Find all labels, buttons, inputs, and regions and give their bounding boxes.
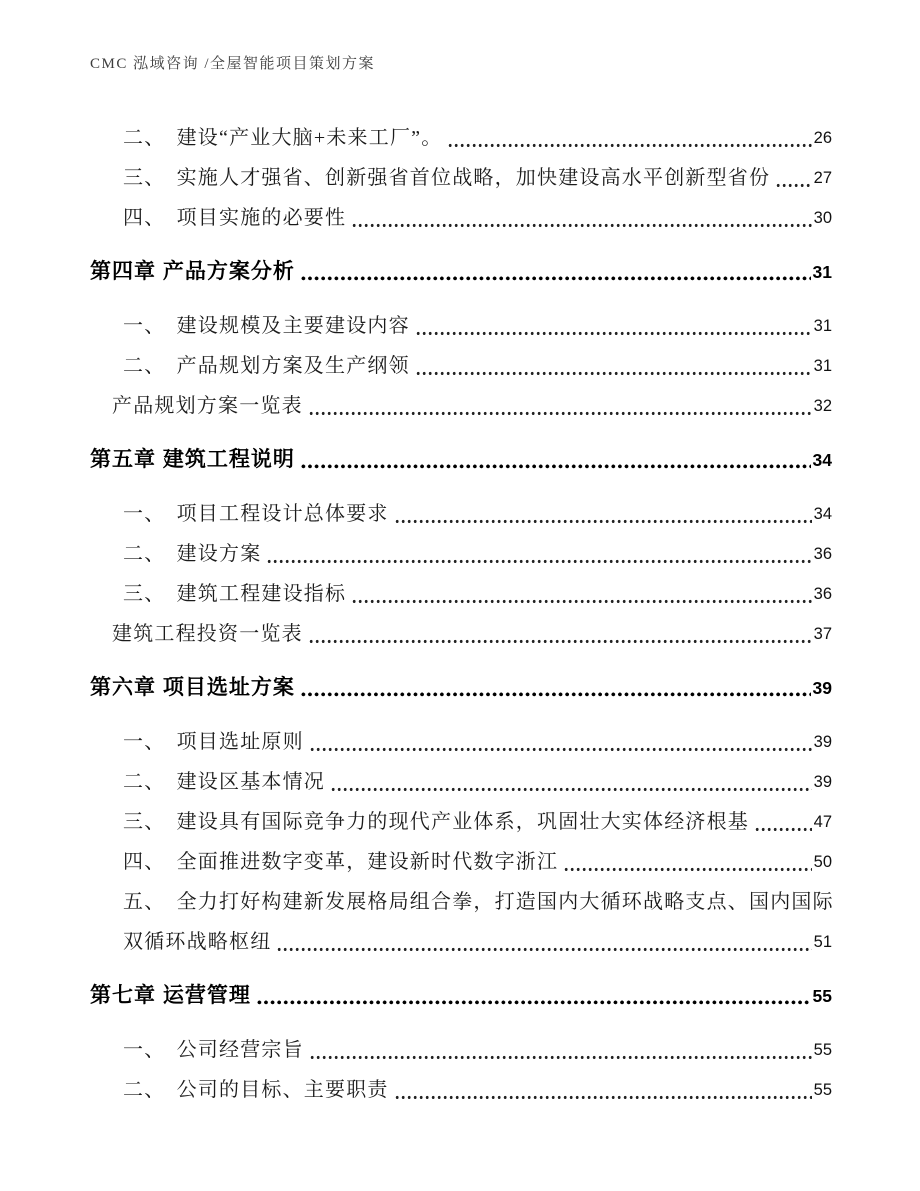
page-number: 50 [813, 853, 832, 871]
dot-leader [277, 928, 811, 957]
entry-text: 三、 建设具有国际竞争力的现代产业体系，巩固壮大实体经济根基 [123, 811, 749, 833]
toc-entry-chapter[interactable] [90, 247, 832, 287]
toc-entry-chapter[interactable] [90, 971, 832, 1011]
toc-entry-item[interactable] [123, 341, 832, 381]
toc-entry-item[interactable] [123, 1025, 832, 1065]
toc-entry-item[interactable] [123, 193, 832, 233]
entry-text: 二、 建设方案 [123, 543, 262, 565]
page-number: 51 [813, 933, 832, 951]
entry-text: 二、 建设“产业大脑+未来工厂”。 [123, 127, 443, 149]
entry-text: 第五章 建筑工程说明 [90, 448, 295, 471]
toc-entry-continuation[interactable] [123, 877, 832, 917]
entry-text: 四、 全面推进数字变革，建设新时代数字浙江 [123, 851, 559, 873]
dot-leader [755, 808, 812, 837]
entry-text: 二、 产品规划方案及生产纲领 [123, 355, 410, 377]
page-number: 31 [813, 357, 832, 375]
toc-entry-item[interactable] [123, 917, 832, 957]
toc-entry-item[interactable] [123, 529, 832, 569]
toc-entry-item[interactable] [123, 797, 832, 837]
page-number: 39 [812, 678, 832, 698]
page-number: 34 [812, 450, 832, 470]
dot-leader [309, 392, 812, 421]
page-number: 36 [813, 545, 832, 563]
entry-text: 建筑工程投资一览表 [112, 623, 303, 645]
dot-leader [352, 204, 811, 233]
page-number: 39 [813, 733, 832, 751]
dot-leader [301, 674, 811, 703]
toc-entry-item[interactable] [123, 717, 832, 757]
entry-text: 二、 公司的目标、主要职责 [123, 1079, 389, 1101]
dot-leader [267, 540, 811, 569]
page-number: 37 [813, 625, 832, 643]
entry-text: 二、 建设区基本情况 [123, 771, 325, 793]
page-number: 30 [813, 209, 832, 227]
page-number: 55 [813, 1081, 832, 1099]
dot-leader [448, 124, 811, 153]
entry-text: 第七章 运营管理 [90, 984, 251, 1007]
page-number: 31 [812, 262, 832, 282]
dot-leader [416, 312, 812, 341]
dot-leader [301, 446, 811, 475]
dot-leader [776, 164, 811, 193]
page-number: 34 [813, 505, 832, 523]
page-number: 26 [813, 129, 832, 147]
toc-entry-item[interactable] [123, 489, 832, 529]
page-number: 36 [813, 585, 832, 603]
page-number: 55 [813, 1041, 832, 1059]
table-of-contents [90, 113, 832, 1105]
entry-text: 一、 项目工程设计总体要求 [123, 503, 389, 525]
entry-text: 双循环战略枢纽 [123, 931, 272, 953]
toc-entry-item[interactable] [123, 113, 832, 153]
toc-entry-item[interactable] [112, 381, 832, 421]
entry-text: 五、 全力打好构建新发展格局组合拳，打造国内大循环战略支点、国内国际 [123, 891, 834, 913]
page-number: 39 [813, 773, 832, 791]
page-number: 27 [813, 169, 832, 187]
toc-entry-item[interactable] [123, 1065, 832, 1105]
page-number: 47 [813, 813, 832, 831]
page-number: 32 [813, 397, 832, 415]
entry-text: 一、 公司经营宗旨 [123, 1039, 304, 1061]
dot-leader [395, 1076, 812, 1105]
toc-entry-item[interactable] [123, 301, 832, 341]
dot-leader [301, 258, 811, 287]
entry-text: 一、 建设规模及主要建设内容 [123, 315, 410, 337]
entry-text: 三、 建筑工程建设指标 [123, 583, 347, 605]
toc-entry-item[interactable] [123, 757, 832, 797]
dot-leader [257, 982, 811, 1011]
entry-text: 四、 项目实施的必要性 [123, 207, 347, 229]
entry-text: 产品规划方案一览表 [112, 395, 303, 417]
toc-entry-chapter[interactable] [90, 663, 832, 703]
dot-leader [310, 728, 812, 757]
toc-entry-item[interactable] [123, 153, 832, 193]
entry-text: 第四章 产品方案分析 [90, 260, 295, 283]
toc-entry-item[interactable] [123, 837, 832, 877]
page-number: 55 [812, 986, 832, 1006]
toc-entry-item[interactable] [123, 569, 832, 609]
entry-text: 第六章 项目选址方案 [90, 676, 295, 699]
dot-leader [310, 1036, 812, 1065]
entry-text: 三、 实施人才强省、创新强省首位战略，加快建设高水平创新型省份 [123, 167, 771, 189]
toc-entry-chapter[interactable] [90, 435, 832, 475]
dot-leader [564, 848, 811, 877]
dot-leader [352, 580, 811, 609]
dot-leader [395, 500, 812, 529]
dot-leader [416, 352, 812, 381]
page-number: 31 [813, 317, 832, 335]
toc-entry-item[interactable] [112, 609, 832, 649]
dot-leader [331, 768, 812, 797]
entry-text: 一、 项目选址原则 [123, 731, 304, 753]
document-header: CMC 泓域咨询 /全屋智能项目策划方案 [90, 56, 376, 72]
dot-leader [309, 620, 812, 649]
